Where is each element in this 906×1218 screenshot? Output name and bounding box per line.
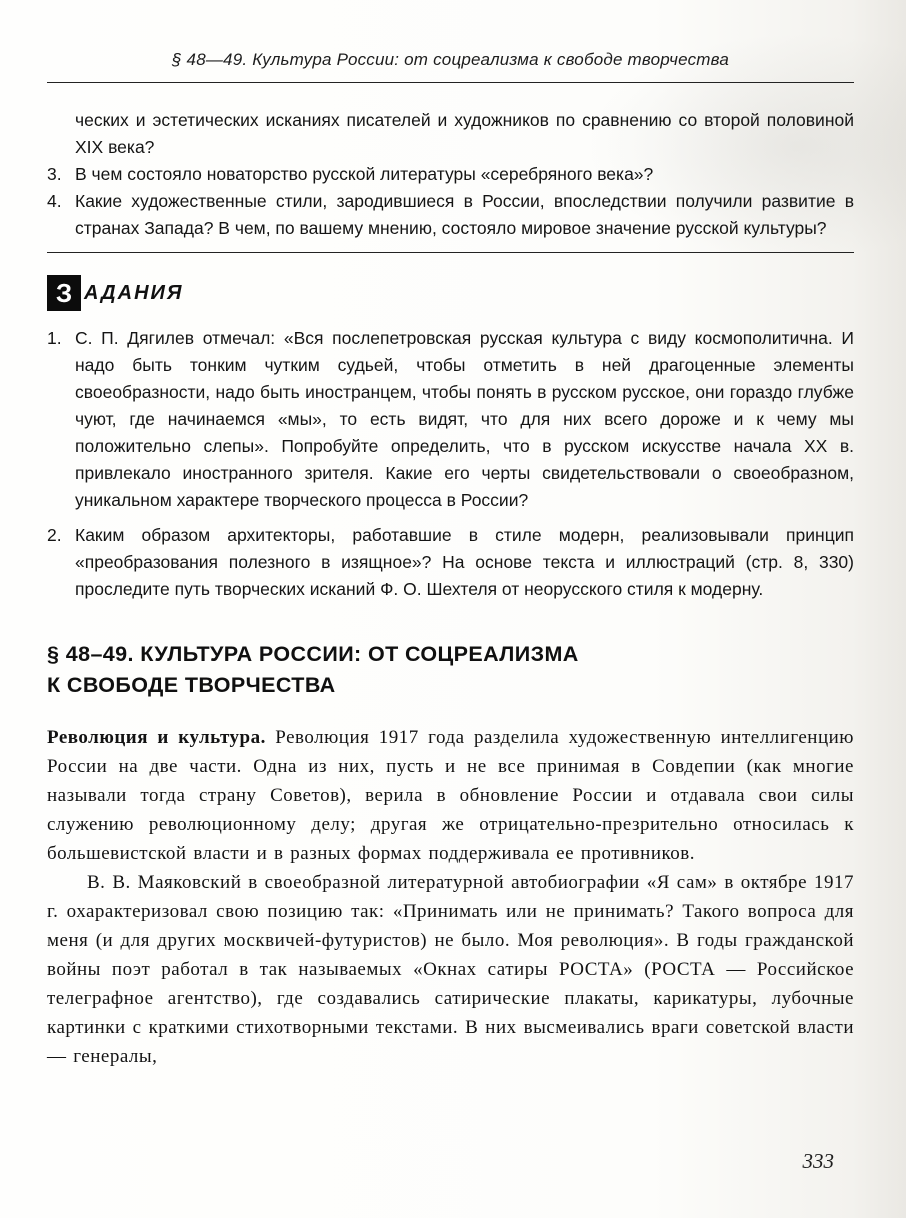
section-title (47, 639, 854, 701)
question-number: 3. (47, 164, 62, 184)
tasks-heading-rest: АДАНИЯ (84, 282, 184, 304)
paragraph-mayakovsky: В. В. Маяковский в своеобразной литературной автобиографии «Я сам» в октябре 1917 г. охарактеризовал свою позицию так: «Принимать или не принимать? Такого вопроса для меня (и для других москвичей-футуристов) не было. Моя революция». В годы гражданской войны поэт работал в так называемых «Окнах сатиры РОСТА» (РОСТА — Российское телеграфное агентство), где создавались сатирические плакаты, карикатуры, лубочные картинки с краткими стихотворными текстами. В них высмеивались враги советской власти — генералы, (47, 872, 854, 1068)
section-divider-rule (47, 252, 854, 253)
running-header: § 48—49. Культура России: от соцреализма к свободе творчества (171, 50, 730, 69)
question-number: 4. (47, 191, 62, 211)
task-text: Каким образом архитекторы, работавшие в стиле модерн, реализовывали принцип «преобразования полезного в изящное»? На основе текста и иллюстраций (стр. 8, 330) проследите путь творческих исканий Ф. О. Шехтеля от неорусского стиля к модерну. (75, 525, 854, 599)
question-item (47, 188, 854, 242)
task-number: 1. (47, 328, 62, 348)
question-item (47, 161, 854, 188)
task-text: С. П. Дягилев отмечал: «Вся послепетровская русская культура с виду космополитична. И надо быть тонким чутким судьей, чтобы отметить в ней драгоценные элементы своеобразности, надо быть иностранцем, чтобы понять в русском русское, они гораздо глубже чуют, где начинаемся «мы», то есть видят, что для них всего дороже и к чему мы положительно слепы». Попробуйте определить, что в русском искусстве начала XX в. привлекало иностранного зрителя. Какие его черты свидетельствовали о своеобразном, уникальном характере творческого процесса в России? (75, 328, 854, 510)
task-item (47, 325, 854, 514)
question-text: В чем состояло новаторство русской литературы «серебряного века»? (75, 164, 654, 184)
question-text: Какие художественные стили, зародившиеся в России, впоследствии получили развитие в странах Запада? В чем, по вашему мнению, состояло мировое значение русской культуры? (75, 191, 854, 238)
header-rule (47, 82, 854, 83)
paragraph-lead-in: Революция и культура. (47, 727, 266, 749)
paragraph-revolution-and-culture (47, 723, 854, 868)
tasks-heading-initial-letter: З (47, 275, 81, 311)
section-title-line2: К СВОБОДЕ ТВОРЧЕСТВА (47, 673, 336, 698)
tasks-heading (47, 275, 854, 311)
tasks-section (47, 275, 854, 603)
questions-section (47, 107, 854, 242)
question-continuation-text: ческих и эстетических исканиях писателей и художников по сравнению со второй половиной XIX века? (75, 110, 854, 157)
page-number: 333 (802, 1149, 834, 1173)
task-item (47, 522, 854, 603)
paragraph-text: Революция 1917 года разделила художественную интеллигенцию России на две части. Одна из них, пусть и не все принимая в Совдепии (как многие называли тогда страну Советов), верила в обновление России и отдавала свои силы служению революционному делу; другая же отрицательно-презрительно относилась к большевистской власти и в разных формах поддерживала ее противников. (47, 727, 855, 865)
section-title-line1: § 48–49. КУЛЬТУРА РОССИИ: ОТ СОЦРЕАЛИЗМА (47, 642, 579, 666)
task-number: 2. (47, 525, 62, 545)
